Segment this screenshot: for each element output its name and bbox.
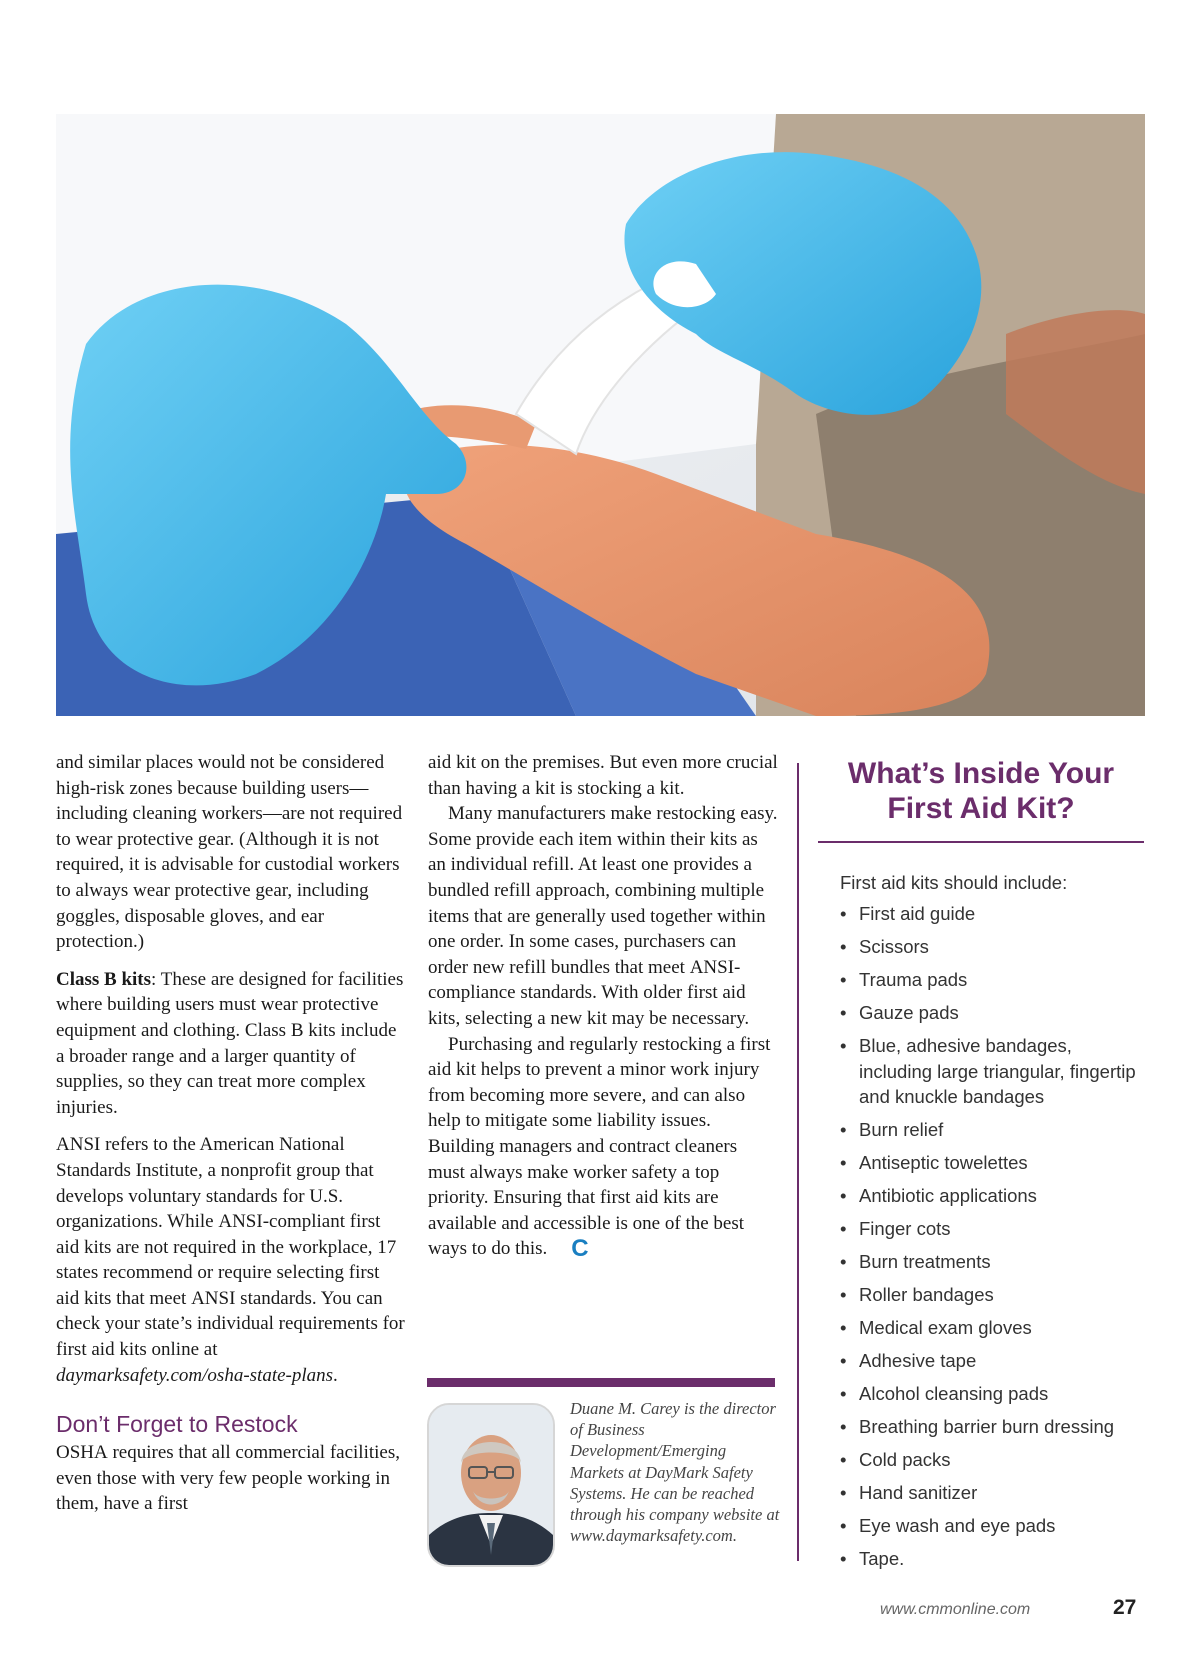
list-item: • Blue, adhesive bandages, including large triangular, fingertip and knuckle bandages bbox=[840, 1033, 1144, 1110]
sidebar-divider bbox=[797, 763, 799, 1561]
hero-photo bbox=[56, 114, 1145, 716]
article-column-middle bbox=[428, 750, 778, 1262]
ansi-abbr: ANSI bbox=[191, 1287, 236, 1309]
paragraph-ansi bbox=[56, 1132, 406, 1388]
list-item: • Breathing barrier burn dressing bbox=[840, 1414, 1144, 1440]
manufacturers-text-b: -compliance standards. With older first aid kits, selecting a new kit may be necessary. bbox=[428, 956, 750, 1029]
list-item: • Eye wash and eye pads bbox=[840, 1513, 1144, 1539]
list-item: • Antibiotic applications bbox=[840, 1183, 1144, 1209]
sidebar-title-rule bbox=[818, 841, 1144, 843]
ansi-abbr: ANSI bbox=[56, 1134, 101, 1156]
osha-abbr: OSHA bbox=[56, 1442, 108, 1464]
list-item: • Burn treatments bbox=[840, 1249, 1144, 1275]
footer-website-url[interactable]: www.cmmonline.com bbox=[880, 1601, 1031, 1618]
restocking-text: Purchasing and regularly restocking a first aid kit helps to prevent a minor work injury from becoming more severe, and can also help to mitigate some liability issues. Building managers and contract cleaners must always make worker safety a top priority. Ensuring that first aid kits are available and accessible is one of the best ways to do this. bbox=[428, 1033, 771, 1260]
ansi-text-2: -compliant first aid kits are not required in the workplace, 17 states recommend or require selecting first aid kits that meet bbox=[56, 1211, 397, 1309]
list-item: • Roller bandages bbox=[840, 1282, 1144, 1308]
author-divider-bar bbox=[427, 1378, 775, 1387]
sidebar-first-aid-kit bbox=[818, 756, 1144, 1579]
list-item: • Scissors bbox=[840, 934, 1144, 960]
list-item: • Gauze pads bbox=[840, 1000, 1144, 1026]
paragraph-manufacturers bbox=[428, 801, 778, 1031]
list-item: • Adhesive tape bbox=[840, 1348, 1144, 1374]
list-item: • Medical exam gloves bbox=[840, 1315, 1144, 1341]
gloved-hands-bandaging-finger-illustration bbox=[56, 114, 1145, 716]
page-number: 27 bbox=[1113, 1596, 1137, 1619]
ansi-text-1: refers to the American National Standards Institute, a nonprofit group that develops voluntary standards for U.S. organizations. While bbox=[56, 1134, 374, 1233]
paragraph-class-b-kits bbox=[56, 967, 406, 1121]
list-item: • Cold packs bbox=[840, 1447, 1144, 1473]
ansi-text-3: standards. You can check your state’s individual requirements for first aid kits online at bbox=[56, 1287, 405, 1361]
class-b-definition: : These are designed for facilities where building users must wear protective equipment and clothing. Class B kits include a broader range and a larger quantity of supplies, so they can treat more complex injuries. bbox=[56, 968, 404, 1118]
list-item: • Tape. bbox=[840, 1546, 1144, 1572]
author-portrait-icon bbox=[429, 1405, 553, 1565]
author-headshot bbox=[427, 1403, 555, 1567]
end-of-article-mark-icon: C bbox=[571, 1235, 589, 1263]
paragraph-osha bbox=[56, 1440, 406, 1517]
section-subhead-restock: Don’t Forget to Restock bbox=[56, 1411, 298, 1438]
state-plans-link[interactable]: daymarksafety.com/osha-state-plans bbox=[56, 1364, 334, 1386]
article-column-left bbox=[56, 750, 406, 1517]
paragraph-high-risk-zones: and similar places would not be considered high-risk zones because building users—including cleaning workers—are not required to wear protective gear. (Although it is not required, it is advisable for custodial workers to always wear protective gear, including goggles, disposable gloves, and ear protection.) bbox=[56, 752, 403, 953]
list-item: • Alcohol cleansing pads bbox=[840, 1381, 1144, 1407]
list-item: • Trauma pads bbox=[840, 967, 1144, 993]
list-item: • Burn relief bbox=[840, 1117, 1144, 1143]
osha-text: requires that all commercial facilities, even those with very few people working in them, have a first bbox=[56, 1442, 400, 1515]
paragraph-stocking: aid kit on the premises. But even more crucial than having a kit is stocking a kit. bbox=[428, 752, 778, 799]
first-aid-items-list bbox=[840, 901, 1144, 1572]
manufacturers-text-a: Many manufacturers make restocking easy. Some provide each item within their kits as an individual refill. At least one provides a bundled refill approach, combining multiple items that are generally used together within one order. In some cases, purchasers can order new refill bundles that meet bbox=[428, 803, 778, 978]
list-item: • Hand sanitizer bbox=[840, 1480, 1144, 1506]
class-b-term: Class B kits bbox=[56, 968, 152, 990]
author-bio: Duane M. Carey is the director of Business Development/Emerging Markets at DayMark Safety Systems. He can be reached through his company website at www.daymarksafety.com. bbox=[570, 1399, 780, 1546]
link-suffix: . bbox=[333, 1364, 338, 1386]
sidebar-title: What’s Inside Your First Aid Kit? bbox=[847, 757, 1115, 825]
list-item: • Antiseptic towelettes bbox=[840, 1150, 1144, 1176]
list-item: • First aid guide bbox=[840, 901, 1144, 927]
list-item: • Finger cots bbox=[840, 1216, 1144, 1242]
ansi-abbr: ANSI bbox=[689, 956, 735, 978]
ansi-abbr: ANSI bbox=[218, 1211, 263, 1233]
sidebar-intro: First aid kits should include: bbox=[840, 872, 1068, 893]
paragraph-restocking bbox=[428, 1032, 778, 1262]
